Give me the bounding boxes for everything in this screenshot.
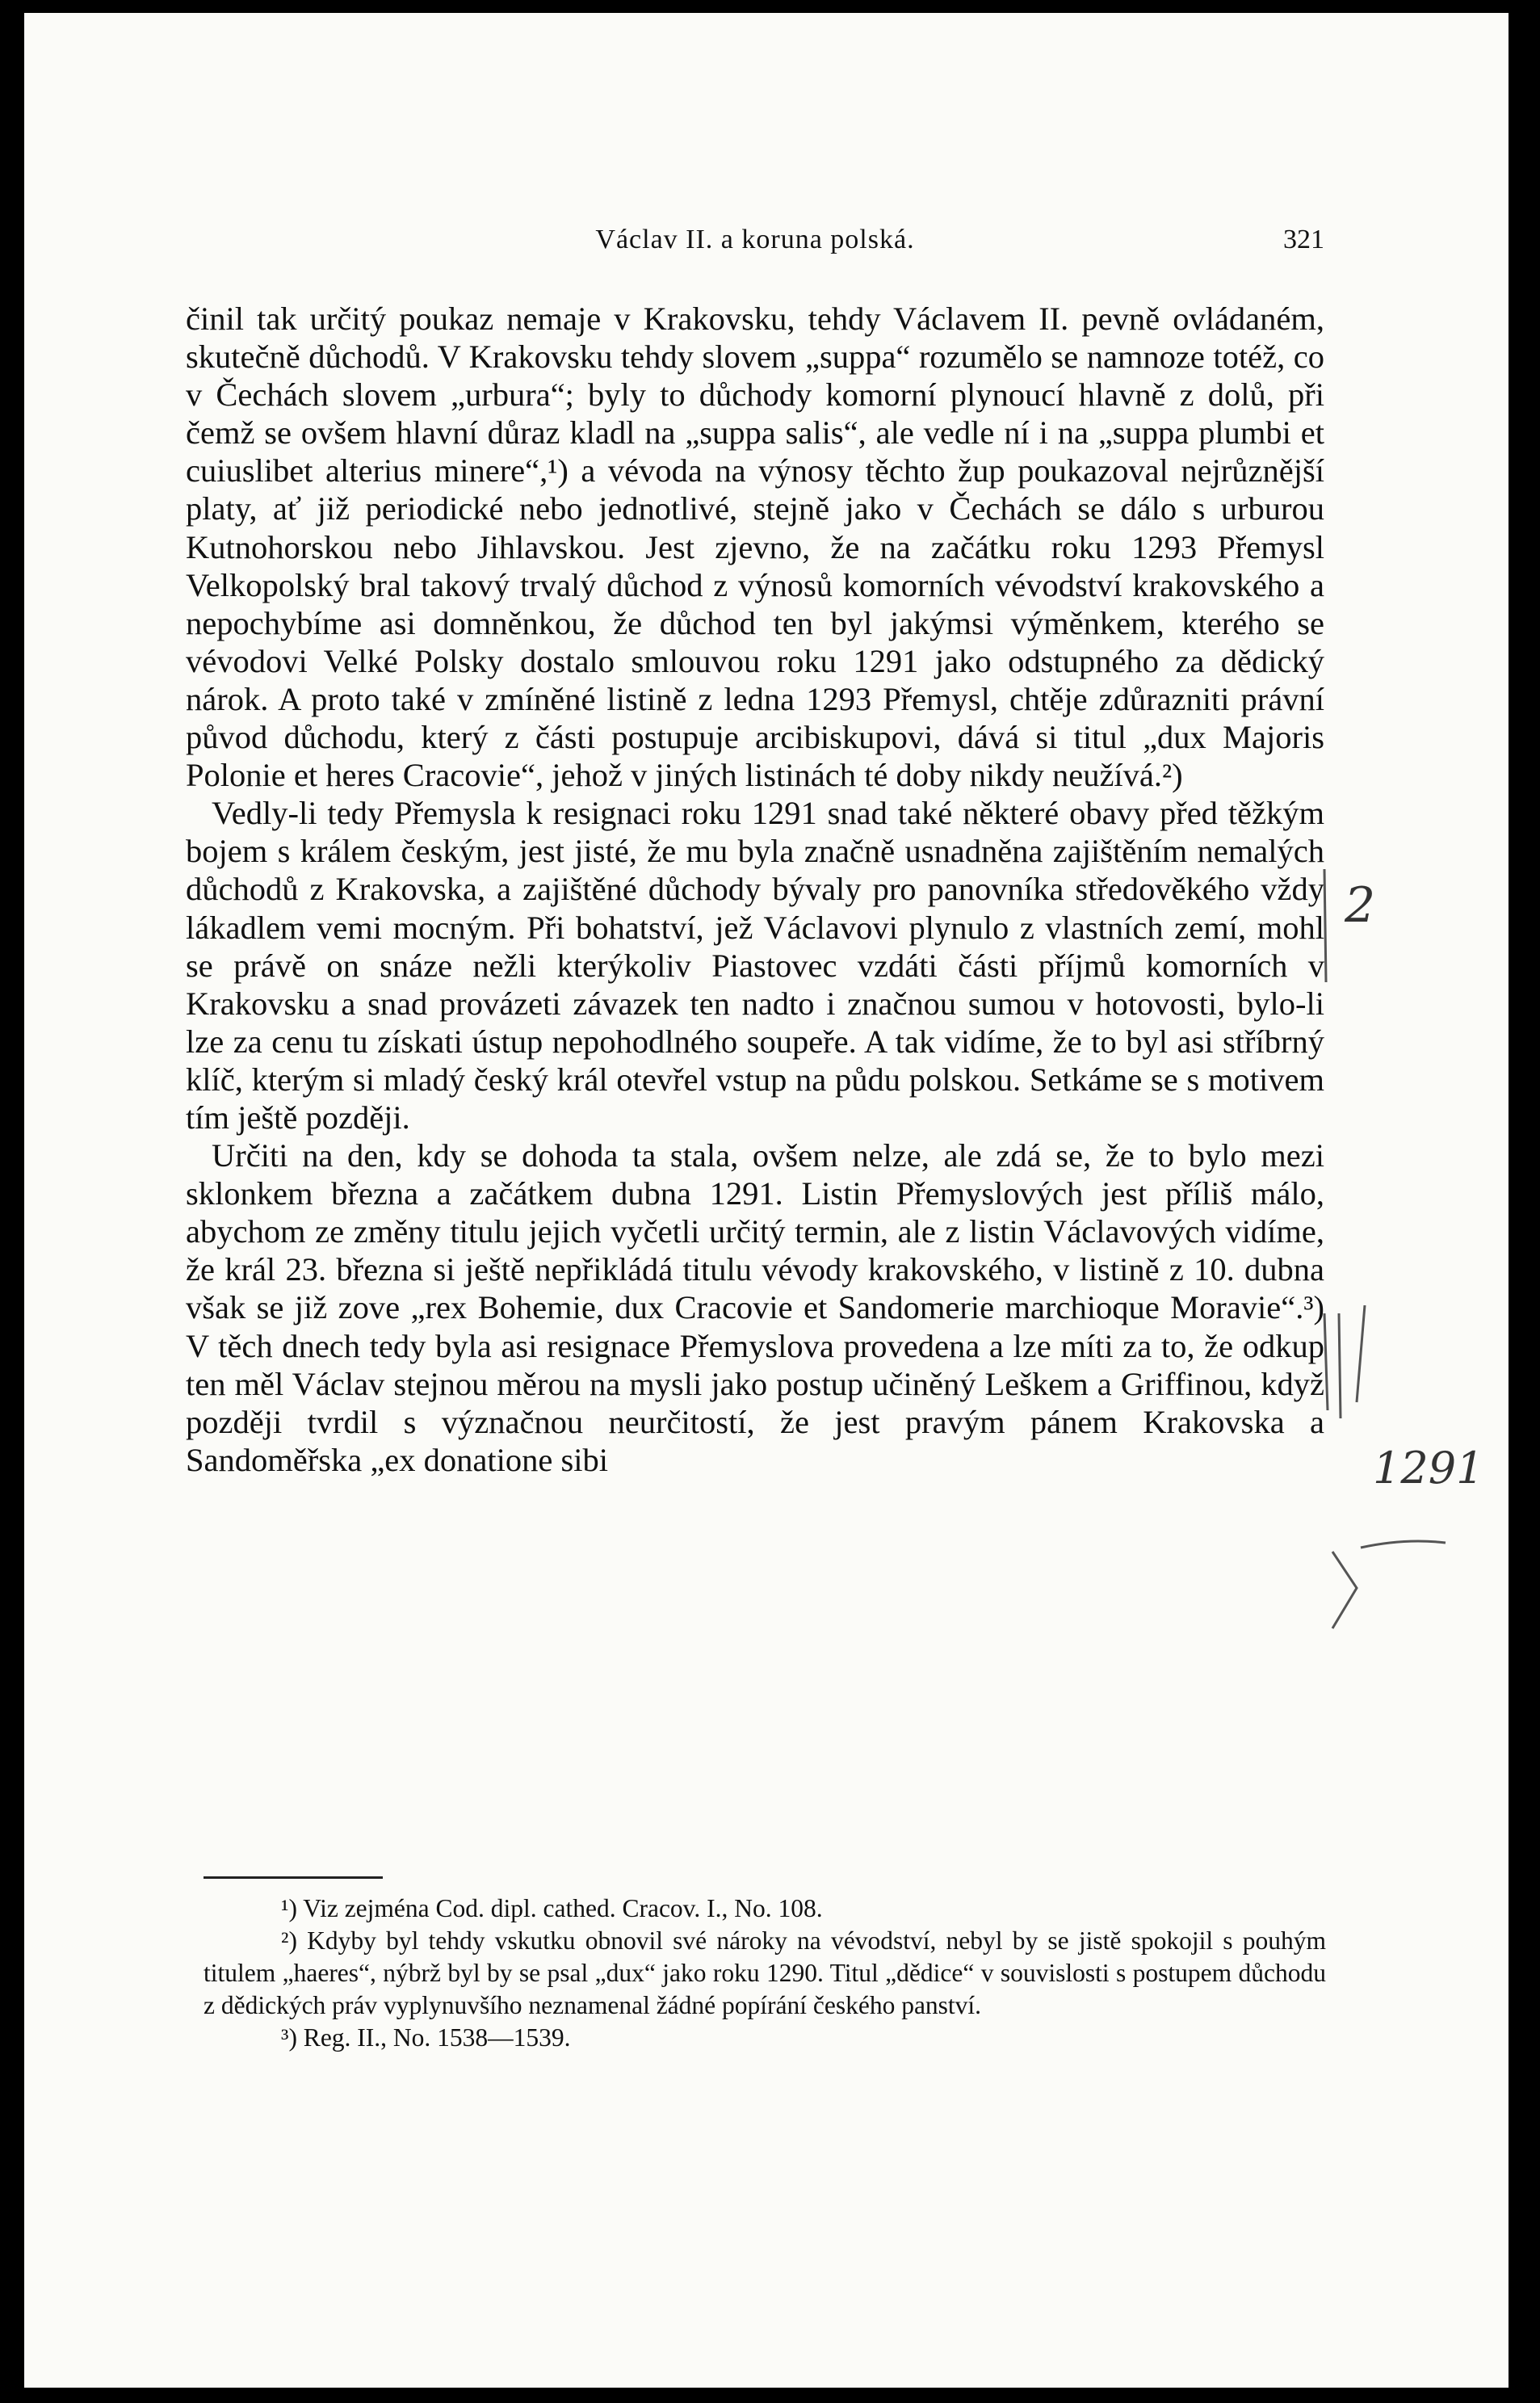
footnote: ²) Kdyby byl tehdy vskutku obnovil své nároky na vévodství, nebyl by se jistě spokojil s pouhým titulem „haeres“, nýbrž byl by se psal „dux“ jako roku 1290. Titul „dědice“ v souvislosti s postupem důchodu z dědických práv vyplynuvšího neznamenal žádné popírání českého panství. [204, 1926, 1326, 2019]
margin-bracket-mark [1324, 1548, 1373, 1645]
footnotes [204, 1893, 1326, 2054]
margin-note: 1291 [1373, 1443, 1484, 1493]
margin-bracket-mark [1308, 1305, 1381, 1435]
footnote: ³) Reg. II., No. 1538—1539. [281, 2023, 571, 2052]
paragraph: Vedly-li tedy Přemysla k resignaci roku 1291 snad také některé obavy před těžkým bojem s králem českým, jest jisté, že mu byla značně usnadněna zajištěním nemalých důchodů z Krakovska, a zajištěné důchody bývaly pro panovníka středověkého vždy lákadlem vemi mocným. Při bohatství, jež Václavovi plynulo z vlastních zemí, mohl se právě on snáze nežli kterýkoliv Piastovec vzdáti části příjmů komorních v Krakovsku a snad provázeti závazek ten nadto i značnou sumou v hotovosti, bylo-li lze za cenu tu získati ústup nepohodlného soupeře. A tak vidíme, že to byl asi stříbrný klíč, kterým si mladý český král otevřel vstup na půdu polskou. Setkáme se s motivem tím ještě později. [186, 795, 1324, 1136]
running-header [186, 225, 1324, 265]
main-text [186, 300, 1324, 1479]
footnote-separator [204, 1876, 383, 1879]
paragraph: Určiti na den, kdy se dohoda ta stala, ovšem nelze, ale zdá se, že to bylo mezi sklonkem března a začátkem dubna 1291. Listin Přemyslových jest příliš málo, abychom ze změny titulu jejich vyčetli určitý termin, ale z listin Václavových vidíme, že král 23. března si ještě nepřikládá titulu vévody krakovského, v listině z 10. dubna však se již zove „rex Bohemie, dux Cracovie et Sandomerie marchioque Moravie“.³) V těch dnech tedy byla asi resignace Přemyslova provedena a lze míti za to, že odkup ten měl Václav stejnou měrou na mysli jako postup učiněný Leškem a Griffinou, když později tvrdil s význačnou neurčitostí, že jest pravým pánem Krakovska a Sandoměřska „ex donatione sibi [186, 1137, 1324, 1478]
footnote: ¹) Viz zejména Cod. dipl. cathed. Cracov. I., No. 108. [281, 1894, 823, 1922]
page-number: 321 [1283, 225, 1324, 254]
book-page [24, 13, 1509, 2388]
margin-note: 2 [1345, 877, 1376, 934]
running-title: Václav II. a koruna polská. [595, 225, 915, 254]
paragraph: činil tak určitý poukaz nemaje v Krakovsku, tehdy Václavem II. pevně ovládaném, skutečně důchodů. V Krakovsku tehdy slovem „suppa“ rozumělo se namnoze totéž, co v Čechách slovem „urbura“; byly to důchody komorní plynoucí hlavně z dolů, při čemž se ovšem hlavní důraz kladl na „suppa salis“, ale vedle ní i na „suppa plumbi et cuiuslibet alterius minere“,¹) a vévoda na výnosy těchto žup poukazoval nejrůznější platy, ať již periodické nebo jednotlivé, stejně jako v Čechách se dálo s urburou Kutnohorskou nebo Jihlavskou. Jest zjevno, že na začátku roku 1293 Přemysl Velkopolský bral takový trvalý důchod z výnosů komorních vévodství krakovského a nepochybíme asi domněnkou, že důchod ten byl jakýmsi výměnkem, kterého se vévodovi Velké Polsky dostalo smlouvou roku 1291 jako odstupného za dědický nárok. A proto také v zmíněné listině z ledna 1293 Přemysl, chtěje zdůrazniti právní původ důchodu, který z části postupuje arcibiskupovi, dává si titul „dux Majoris Polonie et heres Cracovie“, jehož v jiných listinách té doby nikdy neužívá.²) [186, 300, 1324, 794]
